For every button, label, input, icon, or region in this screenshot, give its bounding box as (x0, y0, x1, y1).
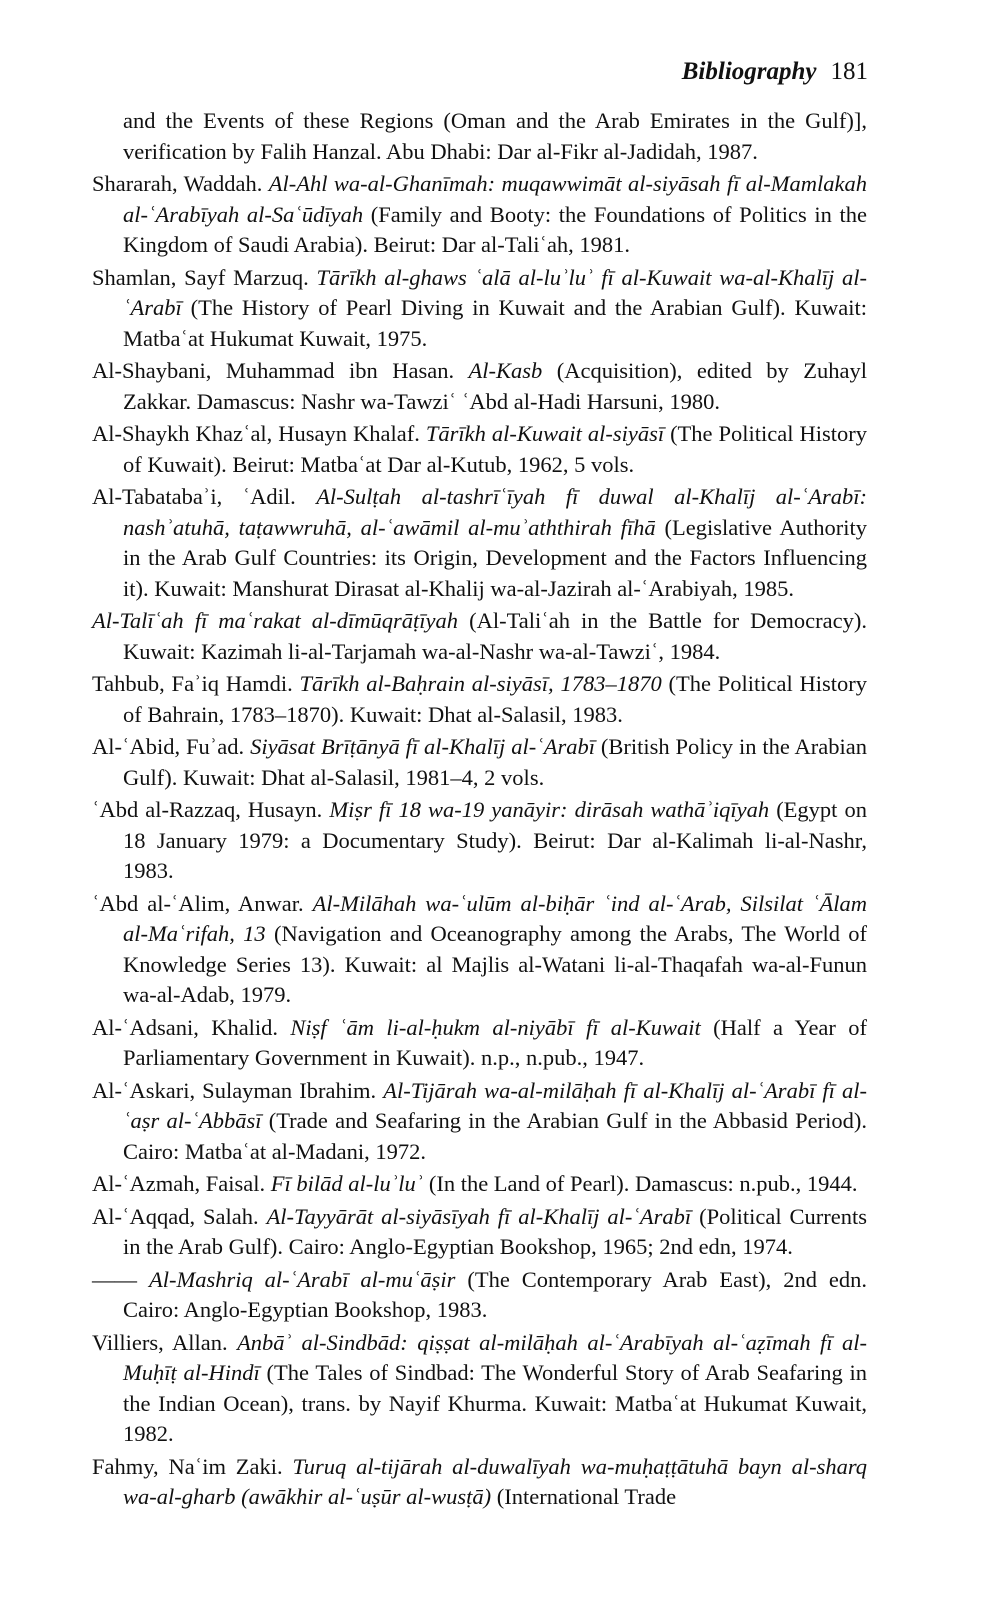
entry-author: Shamlan, Sayf Marzuq. (92, 264, 317, 290)
entry-author: Al-ʿAdsani, Khalid. (92, 1014, 291, 1040)
entry-title: Tārīkh al-Baḥrain al-siyāsī, 1783–1870 (299, 671, 662, 696)
entry-author: Fahmy, Naʿim Zaki. (92, 1453, 293, 1479)
entry-title: Anbāʾ al-Sindbād: qiṣṣat al-milāḥah al-ʿArabīyah al-ʿaẓīmah fī al-Muḥīṭ al-Hindī (123, 1329, 867, 1385)
bibliography-entry (92, 263, 867, 355)
running-header (682, 58, 868, 86)
entry-author: —— (92, 1266, 149, 1292)
entry-title: Al-Talīʿah fī maʿrakat al-dīmūqrāṭīyah (92, 608, 459, 633)
bibliography-entry (92, 606, 867, 667)
running-title: Bibliography (681, 58, 817, 85)
entry-details: (Al-Taliʿah in the Battle for Democracy). Kuwait: Kazimah li-al-Tarjamah wa-al-Nashr wa-al-Tawziʿ, 1984. (123, 608, 867, 664)
entry-title: Al-Sulṭah al-tashrīʿīyah fī duwal al-Khalīj al-ʿArabī: nashʾatuhā, taṭawwruhā, al-ʿawāmil al-muʾaththirah fīhā (123, 484, 867, 540)
bibliography-entry (92, 1328, 867, 1450)
bibliography-list (92, 106, 867, 1515)
entry-details: (International Trade (491, 1484, 677, 1509)
bibliography-entry (92, 889, 867, 1011)
entry-details: (British Policy in the Arabian Gulf). Kuwait: Dhat al-Salasil, 1981–4, 2 vols. (123, 734, 867, 790)
entry-title: Al-Tijārah wa-al-milāḥah fī al-Khalīj al-ʿArabī fī al-ʿaṣr al-ʿAbbāsī (123, 1077, 867, 1133)
entry-details: (Political Currents in the Arab Gulf). Cairo: Anglo-Egyptian Bookshop, 1965; 2nd edn, 1974. (123, 1203, 867, 1259)
entry-author: Al-Tabatabaʾi, ʿAdil. (92, 484, 317, 509)
entry-title: Siyāsat Brīṭānyā fī al-Khalīj al-ʿArabī (250, 734, 595, 759)
entry-author: ʿAbd al-ʿAlim, Anwar. (92, 890, 313, 916)
bibliography-entry (92, 732, 867, 793)
entry-author: Al-Shaykh Khazʿal, Husayn Khalaf. (92, 421, 426, 446)
entry-author: Shararah, Waddah. (92, 171, 269, 196)
bibliography-entry (92, 795, 867, 887)
entry-details: (The Contemporary Arab East), 2nd edn. Cairo: Anglo-Egyptian Bookshop, 1983. (123, 1266, 868, 1322)
entry-title: Al-Ahl wa-al-Ghanīmah: muqawwimāt al-siyāsah fī al-Mamlakah al-ʿArabīyah al-Saʿūdīyah (123, 171, 868, 227)
entry-details: (In the Land of Pearl). Damascus: n.pub., 1944. (423, 1171, 858, 1196)
entry-author: ʿAbd al-Razzaq, Husayn. (92, 797, 330, 822)
bibliography-entry (92, 1013, 867, 1074)
entry-author: Al-ʿAzmah, Faisal. (92, 1171, 271, 1196)
entry-title: Turuq al-tijārah al-duwalīyah wa-muḥaṭṭātuhā bayn al-sharq wa-al-gharb (awākhir al-ʿuṣūr al-wusṭā) (123, 1453, 867, 1509)
entry-details: (The Political History of Kuwait). Beirut: Matbaʿat Dar al-Kutub, 1962, 5 vols. (123, 421, 867, 477)
entry-title: Al-Kasb (468, 358, 543, 383)
entry-title: Al-Milāhah wa-ʿulūm al-biḥār ʿind al-ʿArab, Silsilat ʿĀlam al-Maʿrifah, 13 (123, 890, 867, 946)
entry-details: (Legislative Authority in the Arab Gulf Countries: its Origin, Development and the Factors Influencing it). Kuwait: Manshurat Dirasat al-Khalij wa-al-Jazirah al-ʿArabiyah, 1985. (123, 514, 867, 601)
bibliography-entry (92, 669, 867, 730)
entry-details: (Half a Year of Parliamentary Government in Kuwait). n.p., n.pub., 1947. (123, 1014, 867, 1070)
entry-title: Fī bilād al-luʾluʾ (270, 1171, 424, 1196)
entry-title: Miṣr fī 18 wa-19 yanāyir: dirāsah wathāʾiqīyah (329, 797, 770, 822)
entry-author: Al-ʿAskari, Sulayman Ibrahim. (92, 1077, 384, 1103)
entry-author: Villiers, Allan. (92, 1329, 238, 1355)
entry-details: (Egypt on 18 January 1979: a Documentary Study). Beirut: Dar al-Kalimah li-al-Nashr, 1983. (123, 797, 867, 883)
bibliography-entry (92, 482, 867, 604)
entry-author: Al-Shaybani, Muhammad ibn Hasan. (92, 358, 469, 383)
entry-author: Al-ʿAqqad, Salah. (92, 1203, 267, 1229)
bibliography-entry (92, 1169, 867, 1200)
entry-title: Al-Mashriq al-ʿArabī al-muʿāṣir (148, 1266, 456, 1292)
page-number: 181 (830, 58, 868, 85)
bibliography-entry (92, 419, 867, 480)
entry-author: Al-ʿAbid, Fuʾad. (92, 734, 251, 759)
bibliography-entry (92, 106, 867, 167)
entry-details: (The Political History of Bahrain, 1783–1870). Kuwait: Dhat al-Salasil, 1983. (123, 671, 868, 727)
entry-title: Tārīkh al-Kuwait al-siyāsī (425, 421, 665, 446)
entry-details: (The History of Pearl Diving in Kuwait and the Arabian Gulf). Kuwait: Matbaʿat Hukumat Kuwait, 1975. (123, 295, 867, 351)
entry-title: Tārīkh al-ghaws ʿalā al-luʾluʾ fī al-Kuwait wa-al-Khalīj al-ʿArabī (123, 264, 867, 320)
entry-details: and the Events of these Regions (Oman and the Arab Emirates in the Gulf)], verification by Falih Hanzal. Abu Dhabi: Dar al-Fikr al-Jadidah, 1987. (123, 108, 867, 164)
bibliography-entry (92, 356, 867, 417)
entry-title: Al-Tayyārāt al-siyāsīyah fī al-Khalīj al-ʿArabī (266, 1203, 692, 1229)
bibliography-entry (92, 1265, 867, 1326)
bibliography-entry (92, 1452, 867, 1513)
entry-author: Tahbub, Faʾiq Hamdi. (92, 671, 300, 696)
bibliography-entry (92, 1202, 867, 1263)
bibliography-entry (92, 169, 867, 261)
bibliography-entry (92, 1076, 867, 1168)
entry-details: (Family and Booty: the Foundations of Politics in the Kingdom of Saudi Arabia). Beirut: Dar al-Taliʿah, 1981. (123, 201, 867, 257)
entry-details: (The Tales of Sindbad: The Wonderful Story of Arab Seafaring in the Indian Ocean), trans. by Nayif Khurma. Kuwait: Matbaʿat Hukumat Kuwait, 1982. (123, 1360, 867, 1446)
entry-title: Niṣf ʿām li-al-ḥukm al-niyābī fī al-Kuwait (290, 1014, 701, 1040)
entry-details: (Acquisition), edited by Zuhayl Zakkar. Damascus: Nashr wa-Tawziʿ ʿAbd al-Hadi Harsuni, 1980. (123, 358, 867, 414)
entry-details: (Trade and Seafaring in the Arabian Gulf in the Abbasid Period). Cairo: Matbaʿat al-Madani, 1972. (123, 1108, 867, 1164)
entry-details: (Navigation and Oceanography among the Arabs, The World of Knowledge Series 13). Kuwait: al Majlis al-Watani li-al-Thaqafah wa-al-Funun wa-al-Adab, 1979. (123, 921, 867, 1007)
